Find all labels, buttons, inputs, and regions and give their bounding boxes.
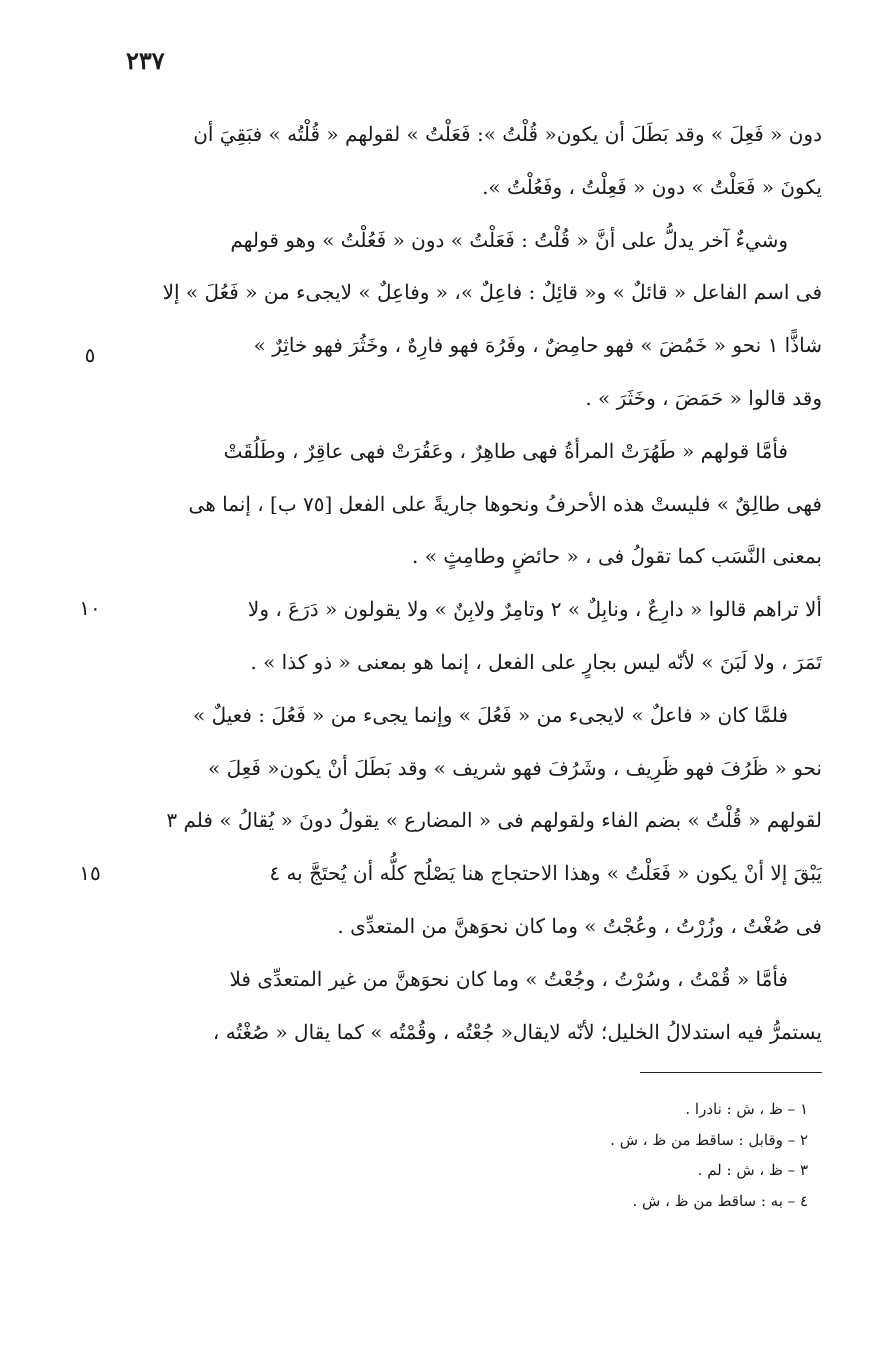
footnote: ١ – ظ ، ش : نادرا . <box>685 1100 808 1118</box>
text-line: وشيءٌ آخر يدلُّ على أنَّ « قُلْتُ : فَعَلْتُ » دون « فَعُلْتُ » وهو قولهم <box>230 227 788 252</box>
text-line: تَمَرَ ، ولا لَبَنَ » لأنّه ليس بجارٍ على الفعل ، إنما هو بمعنى « ذو كذا » . <box>250 649 822 674</box>
text-line: ألا تراهم قالوا « دارِعٌ ، ونابِلٌ » ٢ وتامِرٌ ولابِنٌ » ولا يقولون « دَرَعَ ، ولا <box>247 597 822 622</box>
text-line: فى اسم الفاعل « قائلٌ » و« قائِلٌ : فاعِلٌ »، « وفاعِلٌ » لايجىء من « فَعُلَ » إلا <box>162 280 822 305</box>
text-line: بمعنى النَّسَب كما تقولُ فى ، « حائضٍ وطامِثٍ » . <box>411 544 822 569</box>
footnote: ٢ – وقابل : ساقط من ظ ، ش . <box>610 1130 808 1149</box>
footnote: ٣ – ظ ، ش : لم . <box>697 1161 808 1179</box>
text-line: شاذًّا ١ نحو « خَمُضَ » فهو حامِضٌ ، وفَرُهَ فهو فارِهٌ ، وخَثُرَ فهو خاثِرٌ » <box>253 333 822 358</box>
text-line: فأمَّا قولهم « طَهُرَتْ المرأةُ فهى طاهِرٌ ، وعَقُرَتْ فهى عاقِرٌ ، وطَلُقَتْ <box>223 438 788 463</box>
line-number-5: ٥ <box>84 343 96 367</box>
text-line: فلمَّا كان « فاعلٌ » لايجىء من « فَعُلَ » وإنما يجىء من « فَعُلَ : فعيلٌ » <box>192 702 788 727</box>
footnote: ٤ – به : ساقط من ظ ، ش . <box>632 1191 808 1210</box>
footnote-divider <box>640 1072 822 1073</box>
text-line: دون « فَعِلَ » وقد بَطَلَ أن يكون« قُلْتُ »: فَعَلْتُ » لقولهم « قُلْتُه » فبَقِيَ أن <box>193 122 822 146</box>
footnotes <box>128 1094 808 1216</box>
text-line: فأمَّا « قُمْتُ ، وسُرْتُ ، وجُعْتُ » وما كان نحوَهنَّ من غير المتعدِّى فلا <box>229 966 788 991</box>
page-number: ٢٣٧ <box>126 46 165 75</box>
line-number-10: ١٠ <box>79 596 101 620</box>
text-line: نحو « ظَرُفَ فهو ظَرِيف ، وشَرُفَ فهو شريف » وقد بَطَلَ أنْ يكون« فَعِلَ » <box>207 755 822 780</box>
text-line: وقد قالوا « حَمَضَ ، وخَثَرَ » . <box>585 385 822 410</box>
text-line: يَبْقَ إلا أنْ يكون « فَعَلْتُ » وهذا الاحتجاج هنا يَصْلُح كلُّه أن يُحتَجَّ به ٤ <box>269 861 822 886</box>
text-line: يكونَ « فَعَلْتُ » دون « فَعِلْتُ ، وفَعُلْتُ ». <box>482 174 822 199</box>
text-line: فى صُغْتُ ، وزُرْتُ ، وعُجْتُ » وما كان نحوَهنَّ من المتعدِّى . <box>337 913 822 938</box>
text-line: لقولهم « قُلْتُ » بضم الفاء ولقولهم فى « المضارع » يقولُ دونَ « يُقالُ » فلم ٣ <box>166 808 822 833</box>
text-line: فهى طالِقٌ » فليستْ هذه الأحرفُ ونحوها جاريةً على الفعل [٧٥ ب] ، إنما هى <box>188 491 822 516</box>
line-number-15: ١٥ <box>79 861 101 885</box>
text-line: يستمرُّ فيه استدلالُ الخليل؛ لأنّه لايقال« جُعْتُه ، وقُمْتُه » كما يقال « صُغْتُه ، <box>212 1019 822 1044</box>
body-text <box>128 108 822 1058</box>
